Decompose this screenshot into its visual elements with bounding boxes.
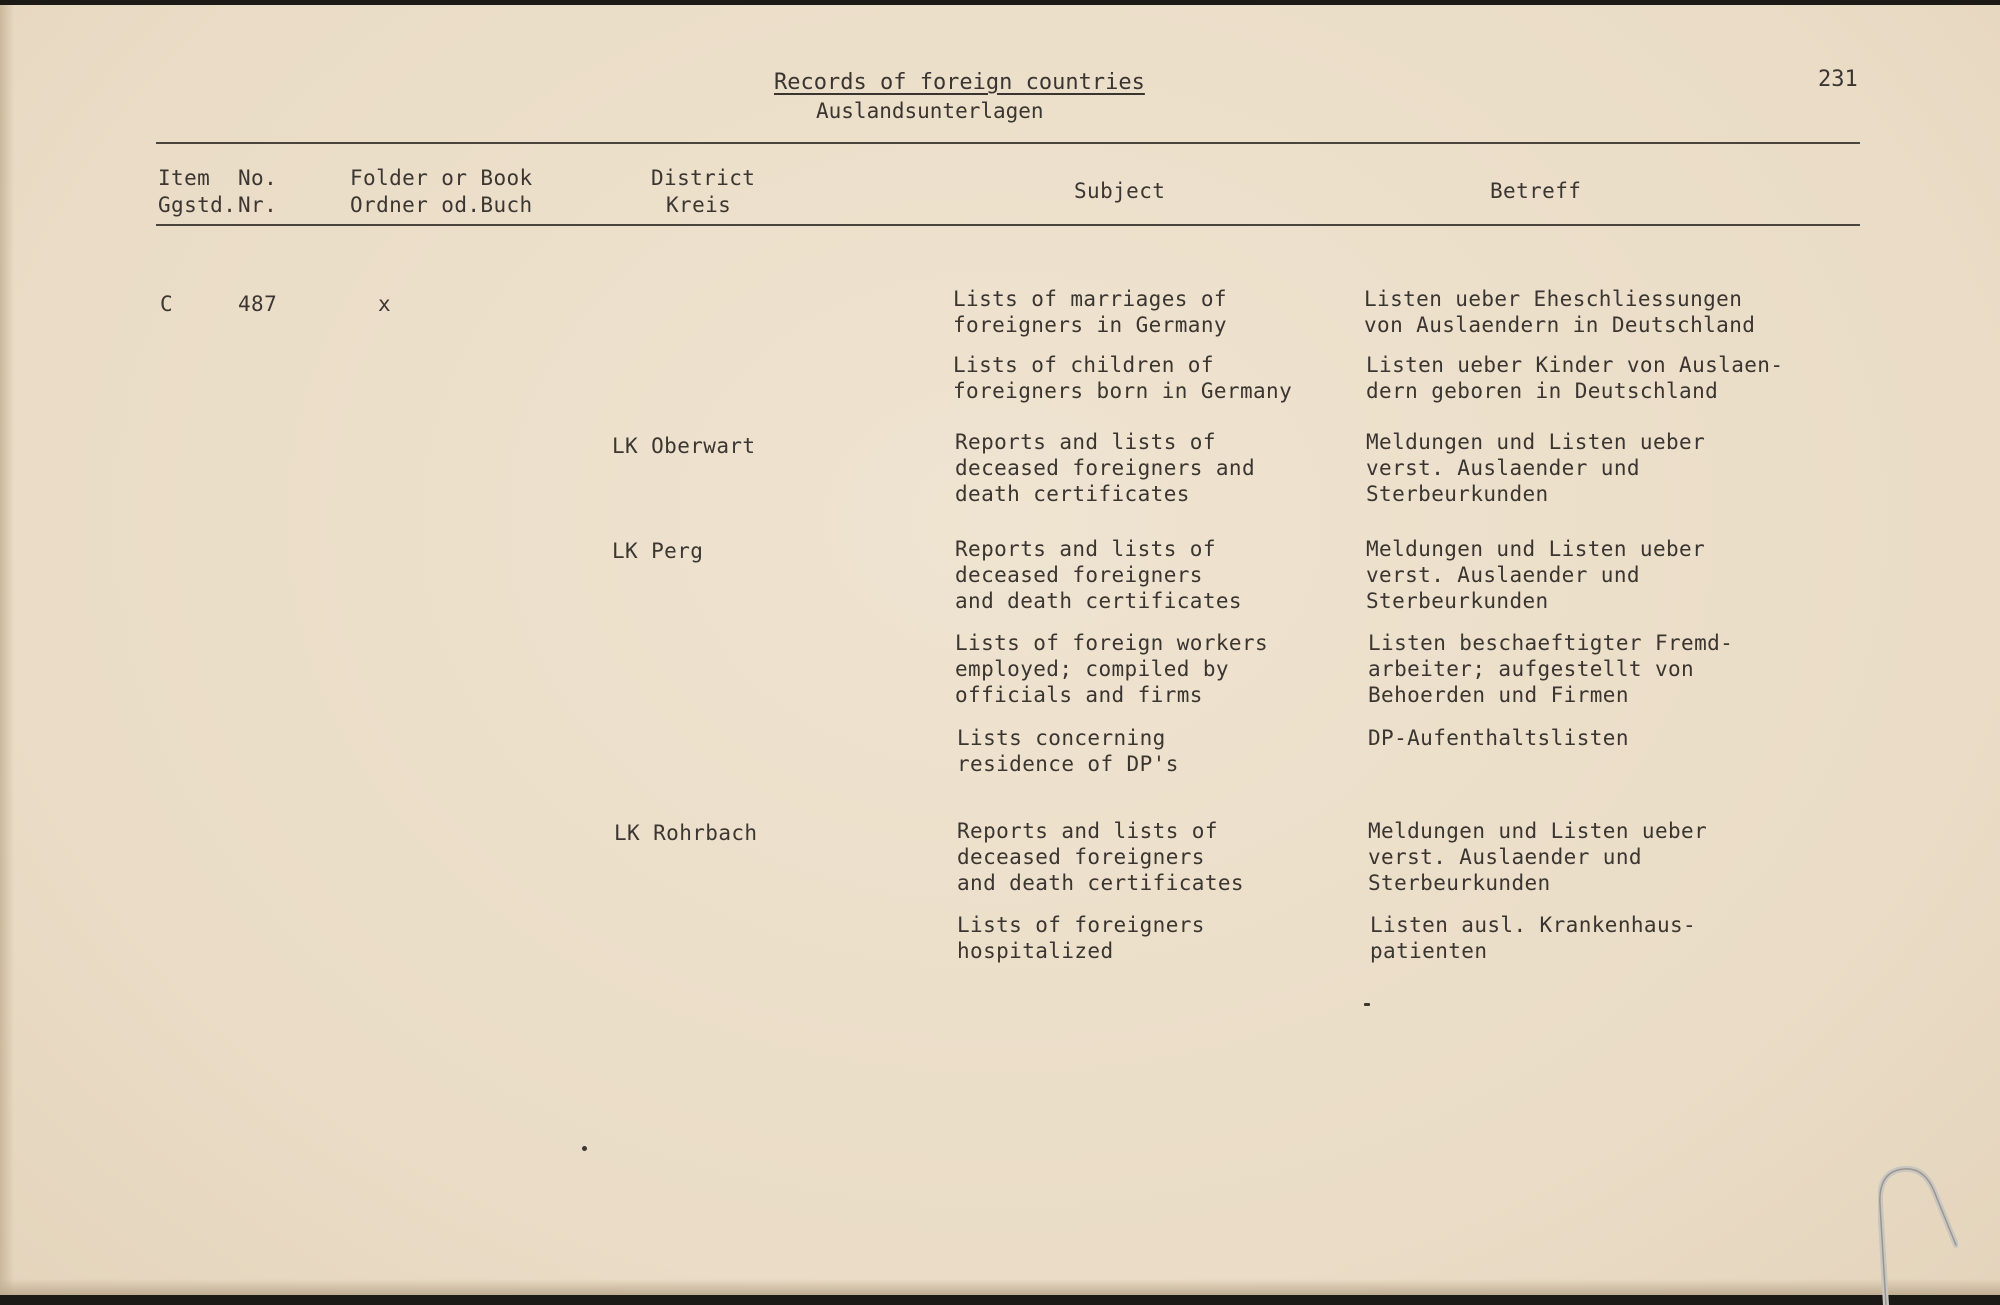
betreff-line: Listen ueber Eheschliessungen (1364, 287, 1743, 311)
subject-line: Lists of marriages of (953, 287, 1227, 311)
header-top-rule (156, 142, 1860, 144)
subject-line: officials and firms (955, 683, 1203, 707)
column-header-no-en: No. (238, 166, 278, 190)
column-header-folder-en: Folder or Book (350, 166, 533, 190)
betreff-line: von Auslaendern in Deutschland (1364, 313, 1756, 337)
betreff-line: verst. Auslaender und (1368, 845, 1642, 869)
subject-line: foreigners born in Germany (953, 379, 1293, 403)
subject-line: foreigners in Germany (953, 313, 1227, 337)
betreff-line: Behoerden und Firmen (1368, 683, 1629, 707)
betreff-line: arbeiter; aufgestellt von (1368, 657, 1695, 681)
subject-entry (955, 536, 1242, 614)
betreff-entry (1366, 536, 1705, 614)
subject-line: and death certificates (955, 589, 1242, 613)
subject-line: Lists of children of (953, 353, 1214, 377)
betreff-line: DP-Aufenthaltslisten (1368, 726, 1629, 750)
subject-line: Lists of foreign workers (955, 631, 1269, 655)
betreff-entry (1368, 630, 1733, 708)
subject-line: hospitalized (957, 939, 1114, 963)
betreff-line: Meldungen und Listen ueber (1368, 819, 1708, 843)
betreff-line: Listen ueber Kinder von Auslaen- (1366, 353, 1784, 377)
betreff-line: dern geboren in Deutschland (1366, 379, 1719, 403)
betreff-entry (1368, 818, 1707, 896)
column-header-district-de: Kreis (666, 193, 732, 217)
subject-entry (953, 286, 1227, 338)
column-header-item-de: Ggstd. (158, 193, 237, 217)
subject-line: residence of DP's (957, 752, 1179, 776)
subject-line: Reports and lists of (955, 430, 1216, 454)
page-left-edge (0, 5, 14, 1295)
document-page (0, 5, 2000, 1295)
folder-mark: x (378, 292, 392, 316)
column-header-no-de: Nr. (238, 193, 278, 217)
betreff-line: Listen beschaeftigter Fremd- (1368, 631, 1734, 655)
district-perg: LK Perg (612, 539, 704, 563)
subject-line: and death certificates (957, 871, 1244, 895)
betreff-line: Meldungen und Listen ueber (1366, 537, 1706, 561)
paper-speck (582, 1146, 587, 1151)
column-header-district-en: District (651, 166, 756, 190)
page-number: 231 (1818, 67, 1858, 92)
subject-entry (957, 725, 1179, 777)
subject-line: employed; compiled by (955, 657, 1229, 681)
district-rohrbach: LK Rohrbach (614, 821, 758, 845)
paper-speck (1364, 1003, 1370, 1006)
item-code: C (160, 292, 174, 316)
betreff-line: Sterbeurkunden (1366, 482, 1549, 506)
betreff-line: Listen ausl. Krankenhaus- (1370, 913, 1697, 937)
subject-line: Lists concerning (957, 726, 1166, 750)
betreff-entry (1368, 725, 1629, 751)
subject-line: death certificates (955, 482, 1190, 506)
subject-line: Reports and lists of (955, 537, 1216, 561)
district-oberwart: LK Oberwart (612, 434, 756, 458)
betreff-line: Sterbeurkunden (1368, 871, 1551, 895)
betreff-line: verst. Auslaender und (1366, 563, 1640, 587)
betreff-line: Meldungen und Listen ueber (1366, 430, 1706, 454)
subject-line: deceased foreigners and (955, 456, 1255, 480)
betreff-entry (1370, 912, 1696, 964)
column-header-folder-de: Ordner od.Buch (350, 193, 533, 217)
betreff-line: patienten (1370, 939, 1488, 963)
subject-entry (955, 630, 1268, 708)
page-bottom-edge (0, 1279, 2000, 1295)
column-header-betreff: Betreff (1490, 179, 1582, 203)
subject-line: deceased foreigners (957, 845, 1205, 869)
subject-line: deceased foreigners (955, 563, 1203, 587)
betreff-line: Sterbeurkunden (1366, 589, 1549, 613)
subject-entry (957, 818, 1244, 896)
column-header-subject: Subject (1074, 179, 1166, 203)
betreff-line: verst. Auslaender und (1366, 456, 1640, 480)
subject-entry (955, 429, 1255, 507)
subject-entry (957, 912, 1205, 964)
paper-clip-icon (1878, 1165, 1958, 1305)
subject-line: Reports and lists of (957, 819, 1218, 843)
header-bottom-rule (156, 224, 1860, 226)
subject-entry (953, 352, 1292, 404)
betreff-entry (1366, 352, 1783, 404)
betreff-entry (1364, 286, 1755, 338)
column-header-item-en: Item (158, 166, 211, 190)
page-subtitle: Auslandsunterlagen (816, 99, 1044, 123)
page-title: Records of foreign countries (774, 70, 1145, 95)
subject-line: Lists of foreigners (957, 913, 1205, 937)
betreff-entry (1366, 429, 1705, 507)
item-number: 487 (238, 292, 278, 316)
